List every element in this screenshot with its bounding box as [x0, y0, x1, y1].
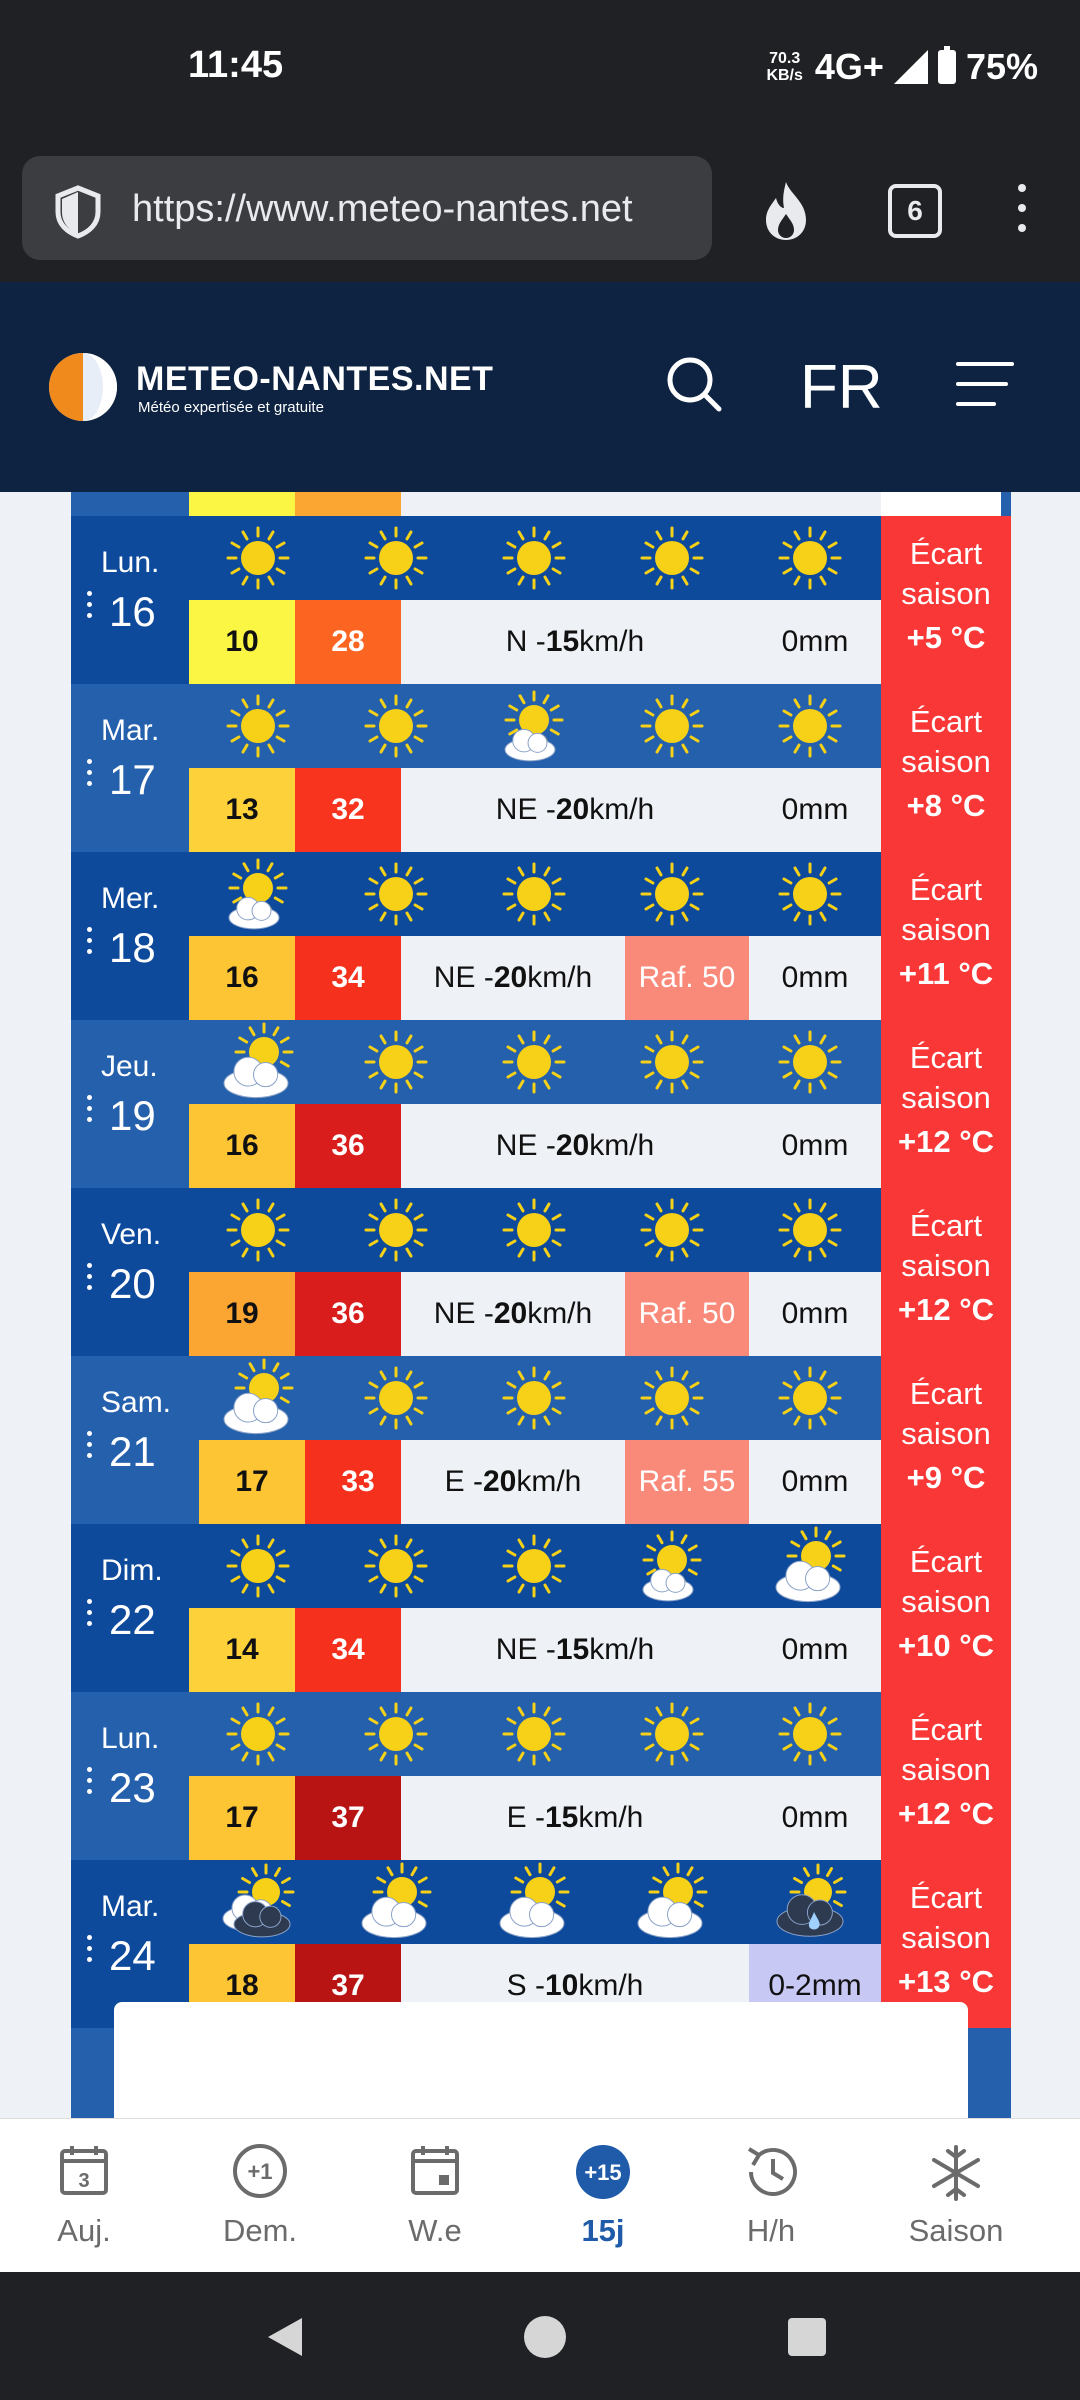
kebab-icon[interactable] [87, 1935, 92, 1968]
day-values [189, 768, 881, 852]
wind-unit: km/h [589, 1633, 655, 1666]
day-date: 22 [109, 1596, 156, 1643]
plus-fifteen-icon [574, 2143, 632, 2201]
wind-direction: S [506, 1969, 527, 2002]
sun-icon [189, 684, 327, 768]
home-icon[interactable] [522, 2314, 568, 2360]
sun-icon [603, 1020, 741, 1104]
nav-we-label: W.e [408, 2213, 462, 2248]
sun-icon [465, 1692, 603, 1776]
ecart-label: Écart [909, 872, 983, 907]
temp-min: 17 [189, 1776, 295, 1860]
ecart-value: +12 °C [898, 1796, 994, 1831]
forecast-section [0, 492, 1080, 2118]
wind-speed: 15 [544, 1801, 579, 1834]
sun-icon [189, 1524, 327, 1608]
day-label[interactable] [71, 1356, 189, 1524]
temp-min: 16 [189, 936, 295, 1020]
nav-auj[interactable] [0, 2119, 174, 2273]
wind-unit: km/h [516, 1465, 582, 1498]
snowflake-sun-icon [926, 2143, 986, 2203]
kebab-icon[interactable] [87, 591, 92, 624]
wind-direction: NE [433, 961, 476, 994]
forecast-day-row[interactable] [71, 684, 991, 852]
day-name: Sam. [101, 1386, 172, 1419]
plus-fifteen-text: +15 [584, 2160, 622, 2185]
kebab-icon[interactable] [87, 1263, 92, 1296]
rain-cloud-icon [741, 1860, 879, 1944]
day-date: 24 [109, 1932, 156, 1979]
back-icon[interactable] [262, 2314, 306, 2360]
sun-icon [327, 1524, 465, 1608]
saison-label: saison [901, 744, 991, 779]
clock-history-icon [741, 2143, 801, 2201]
season-deviation [881, 1356, 1011, 1524]
rainfall: 0mm [749, 1104, 881, 1188]
ecart-label: Écart [909, 1376, 983, 1411]
calendar-3-icon [58, 2143, 110, 2197]
plus-one-icon [232, 2143, 288, 2199]
forecast-day-row[interactable] [71, 1692, 994, 1860]
weather-icons [189, 1524, 881, 1608]
nav-auj-label: Auj. [57, 2213, 111, 2248]
forecast-day-row[interactable] [71, 1020, 994, 1188]
day-date: 19 [109, 1092, 156, 1139]
wind-unit: km/h [578, 1801, 644, 1834]
cloud-sun-icon [465, 1860, 603, 1944]
day-values [189, 600, 881, 684]
sun-cloud-icon [465, 684, 603, 768]
battery-level: 75% [965, 46, 1038, 87]
wind-direction: E [444, 1465, 465, 1498]
overflow-menu-icon[interactable] [1018, 184, 1026, 244]
sun-icon [189, 1188, 327, 1272]
wind: E - 20 km/h [401, 1440, 625, 1524]
day-values [189, 1776, 881, 1860]
ecart-value: +13 °C [898, 1964, 994, 1999]
sun-icon [603, 1692, 741, 1776]
day-label[interactable] [71, 1188, 189, 1356]
saison-label: saison [901, 1080, 991, 1115]
ecart-value: +8 °C [906, 788, 986, 823]
cloud-sun-icon [189, 1356, 327, 1440]
rainfall: 0mm [749, 1272, 881, 1356]
season-deviation [881, 1524, 1011, 1692]
sun-icon [327, 684, 465, 768]
wind-speed: 10 [544, 1969, 579, 2002]
saison-label: saison [901, 576, 991, 611]
site-tagline: Météo expertisée et gratuite [138, 399, 324, 416]
sun-icon [603, 516, 741, 600]
wind: NE - 20 km/h [401, 1104, 749, 1188]
nav-we[interactable] [345, 2119, 525, 2273]
wind-unit: km/h [579, 625, 645, 658]
temp-min: 18 [189, 1944, 295, 2028]
speed-unit: KB/s [766, 67, 803, 84]
temp-min: 17 [199, 1440, 305, 1524]
day-label[interactable] [71, 1020, 189, 1188]
weather-icons [189, 852, 881, 936]
wind-direction: N [505, 625, 528, 658]
weather-icons [189, 1188, 881, 1272]
nav-15j-label: 15j [581, 2213, 625, 2248]
temp-min: 13 [189, 768, 295, 852]
day-name: Mer. [101, 882, 160, 915]
ecart-value: +11 °C [898, 956, 994, 991]
cloud-sun-icon [327, 1860, 465, 1944]
ecart-label: Écart [909, 536, 983, 571]
wind: E - 15 km/h [401, 1776, 749, 1860]
day-label[interactable] [71, 684, 189, 852]
day-date: 21 [109, 1428, 156, 1475]
rainfall: 0mm [749, 1776, 881, 1860]
ecart-value: +12 °C [898, 1124, 994, 1159]
rainfall: 0mm [749, 1440, 881, 1524]
nav-hh[interactable] [681, 2119, 861, 2273]
temp-max: 32 [295, 768, 401, 852]
browser-toolbar [0, 140, 1080, 282]
day-values [189, 1440, 881, 1524]
rainfall: 0mm [749, 600, 881, 684]
day-values [189, 1272, 881, 1356]
prev-tmax-cell [295, 492, 401, 516]
tab-switcher-button[interactable]: 6 [888, 184, 942, 238]
day-name: Ven. [101, 1218, 162, 1251]
temp-max: 33 [305, 1440, 411, 1524]
sun-cloud-icon [189, 852, 327, 936]
kebab-icon[interactable] [87, 759, 92, 792]
wind-speed: 20 [555, 1129, 590, 1162]
system-navigation-bar [0, 2272, 1080, 2400]
sun-icon [465, 1524, 603, 1608]
day-label[interactable] [71, 1692, 189, 1860]
temp-max: 34 [295, 1608, 401, 1692]
day-values [189, 936, 881, 1020]
wind-unit: km/h [527, 1297, 593, 1330]
ecart-label: Écart [909, 1544, 983, 1579]
nav-dem[interactable] [170, 2119, 350, 2273]
wind-gust: Raf. 50 [625, 936, 749, 1020]
sun-icon [327, 1188, 465, 1272]
wind: NE - 20 km/h [401, 768, 749, 852]
wind-unit: km/h [589, 793, 655, 826]
day-name: Lun. [101, 1722, 160, 1755]
rainfall: 0-2mm [749, 1944, 881, 2028]
language-selector[interactable]: FR [800, 353, 883, 422]
temp-max: 28 [295, 600, 401, 684]
day-date: 20 [109, 1260, 156, 1307]
sun-icon [327, 1692, 465, 1776]
temp-max: 37 [295, 1776, 401, 1860]
ecart-value: +10 °C [898, 1628, 994, 1663]
sun-icon [327, 1020, 465, 1104]
season-deviation [881, 516, 1011, 684]
sun-icon [465, 1020, 603, 1104]
day-label[interactable] [71, 516, 189, 684]
shield-icon[interactable] [50, 184, 106, 240]
saison-label: saison [901, 1920, 991, 1955]
ecart-label: Écart [909, 1040, 983, 1075]
dark-cloud-icon [189, 1860, 327, 1944]
wind: N - 15 km/h [401, 600, 749, 684]
temp-min: 14 [189, 1608, 295, 1692]
weather-icons [189, 1860, 881, 1944]
sun-icon [465, 1188, 603, 1272]
day-label[interactable] [71, 1524, 189, 1692]
sun-icon [741, 1020, 879, 1104]
sun-cloud-icon [603, 1524, 741, 1608]
search-icon[interactable] [664, 354, 724, 414]
ecart-label: Écart [909, 1712, 983, 1747]
day-date: 17 [109, 756, 156, 803]
sun-icon [465, 516, 603, 600]
sun-icon [603, 684, 741, 768]
cloud-sun-icon [741, 1524, 879, 1608]
sun-icon [741, 852, 879, 936]
sun-icon [189, 516, 327, 600]
day-date: 16 [109, 588, 156, 635]
rainfall: 0mm [749, 936, 881, 1020]
kebab-icon[interactable] [87, 1431, 92, 1464]
wind-direction: NE [495, 1633, 538, 1666]
ecart-value: +12 °C [898, 1292, 994, 1327]
kebab-icon[interactable] [87, 927, 92, 960]
sun-icon [741, 684, 879, 768]
site-name[interactable]: METEO-NANTES.NET [136, 360, 494, 398]
day-name: Mar. [101, 1890, 160, 1923]
saison-label: saison [901, 912, 991, 947]
forecast-day-row[interactable] [71, 1188, 994, 1356]
sun-icon [465, 1356, 603, 1440]
forecast-day-row[interactable] [71, 1524, 994, 1692]
nav-saison[interactable] [866, 2119, 1046, 2273]
signal-icon [894, 50, 928, 84]
day-date: 23 [109, 1764, 156, 1811]
bottom-navigation [0, 2118, 1080, 2273]
calendar-day-number: 3 [78, 2170, 90, 2192]
forecast-day-row[interactable] [71, 1356, 991, 1524]
nav-saison-label: Saison [908, 2213, 1004, 2248]
site-logo-icon[interactable] [46, 350, 120, 424]
day-name: Dim. [101, 1554, 163, 1587]
wind-gust: Raf. 50 [625, 1272, 749, 1356]
wind: NE - 20 km/h [401, 936, 625, 1020]
day-values [189, 1608, 881, 1692]
sun-icon [603, 1188, 741, 1272]
saison-label: saison [901, 1416, 991, 1451]
saison-label: saison [901, 1584, 991, 1619]
ecart-label: Écart [909, 704, 983, 739]
recents-icon[interactable] [786, 2316, 828, 2358]
season-deviation [881, 852, 1011, 1020]
wind-direction: NE [495, 793, 538, 826]
temp-max: 36 [295, 1272, 401, 1356]
temp-max: 34 [295, 936, 401, 1020]
url-text[interactable]: https://www.meteo-nantes.net [132, 188, 633, 230]
hamburger-menu-icon[interactable] [956, 362, 1014, 422]
day-name: Lun. [101, 546, 160, 579]
wind-direction: E [506, 1801, 527, 1834]
sun-icon [603, 1356, 741, 1440]
sun-icon [327, 516, 465, 600]
wind-speed: 15 [545, 625, 580, 658]
ecart-value: +9 °C [906, 1460, 986, 1495]
forecast-day-row[interactable] [71, 516, 991, 684]
fire-icon[interactable] [760, 180, 812, 242]
wind-speed: 15 [555, 1633, 590, 1666]
wind-speed: 20 [493, 961, 528, 994]
weather-icons [189, 684, 881, 768]
day-values [189, 1104, 881, 1188]
rainfall: 0mm [749, 768, 881, 852]
wind: S - 10 km/h [401, 1944, 749, 2028]
wind-speed: 20 [555, 793, 590, 826]
nav-hh-label: H/h [746, 2213, 796, 2248]
wind-speed: 20 [493, 1297, 528, 1330]
wind: NE - 15 km/h [401, 1608, 749, 1692]
season-deviation [881, 1020, 1011, 1188]
wind-unit: km/h [527, 961, 593, 994]
season-deviation [881, 1692, 1011, 1860]
ecart-value: +5 °C [906, 620, 986, 655]
season-deviation [881, 1188, 1011, 1356]
calendar-weekend-icon [409, 2143, 461, 2197]
sun-icon [741, 1692, 879, 1776]
nav-dem-label: Dem. [222, 2213, 298, 2248]
network-type: 4G+ [814, 46, 884, 87]
status-bar [0, 0, 1080, 140]
wind-direction: NE [433, 1297, 476, 1330]
prev-tmin-cell [189, 492, 295, 516]
wind-unit: km/h [578, 1969, 644, 2002]
sun-icon [327, 1356, 465, 1440]
temp-min: 16 [189, 1104, 295, 1188]
day-label[interactable] [71, 852, 189, 1020]
temp-max: 36 [295, 1104, 401, 1188]
wind-direction: NE [495, 1129, 538, 1162]
saison-label: saison [901, 1248, 991, 1283]
temp-min: 19 [189, 1272, 295, 1356]
battery-icon [938, 50, 956, 84]
wind-unit: km/h [589, 1129, 655, 1162]
season-deviation [881, 684, 1011, 852]
info-card [114, 2002, 968, 2118]
weather-icons [189, 1356, 881, 1440]
address-bar[interactable] [22, 156, 712, 260]
weather-icons [189, 1020, 881, 1104]
status-time: 11:45 [188, 44, 284, 86]
day-date: 18 [109, 924, 156, 971]
sun-icon [741, 1188, 879, 1272]
cloud-sun-icon [603, 1860, 741, 1944]
speed-value: 70.3 [769, 50, 801, 67]
kebab-icon[interactable] [87, 1767, 92, 1800]
weather-icons [189, 1692, 881, 1776]
day-name: Mar. [101, 714, 160, 747]
wind-gust: Raf. 55 [625, 1440, 749, 1524]
rainfall: 0mm [749, 1608, 881, 1692]
site-header [0, 282, 1080, 492]
wind: NE - 20 km/h [401, 1272, 625, 1356]
sun-icon [465, 852, 603, 936]
saison-label: saison [901, 1752, 991, 1787]
plus-one-text: +1 [247, 2159, 273, 2184]
ecart-label: Écart [909, 1880, 983, 1915]
sun-icon [741, 516, 879, 600]
temp-max: 37 [295, 1944, 401, 2028]
sun-icon [741, 1356, 879, 1440]
cloud-sun-icon [189, 1020, 327, 1104]
nav-15j[interactable] [513, 2119, 693, 2273]
day-name: Jeu. [101, 1050, 158, 1083]
network-speed [766, 50, 802, 84]
sun-icon [603, 852, 741, 936]
wind-speed: 20 [482, 1465, 517, 1498]
ecart-label: Écart [909, 1208, 983, 1243]
weather-icons [189, 516, 881, 600]
sun-icon [327, 852, 465, 936]
temp-min: 10 [189, 600, 295, 684]
sun-icon [189, 1692, 327, 1776]
kebab-icon[interactable] [87, 1095, 92, 1128]
forecast-day-row[interactable] [71, 852, 994, 1020]
kebab-icon[interactable] [87, 1599, 92, 1632]
